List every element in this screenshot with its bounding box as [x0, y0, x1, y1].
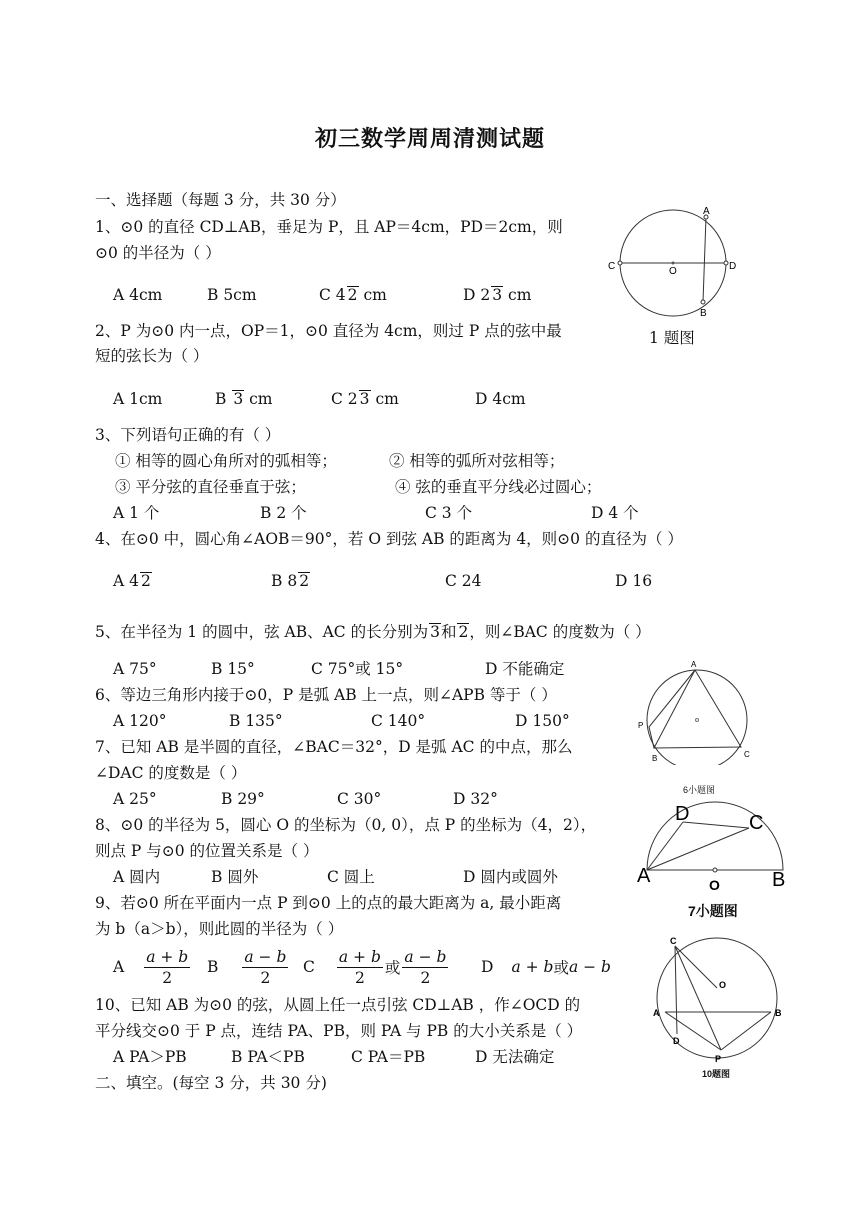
- fig7-label-c: C: [749, 812, 764, 834]
- q9-text-line2: 为 b（a＞b），则此圆的半径为（ ）: [95, 920, 344, 938]
- q3-option-b: B 2 个: [260, 504, 307, 522]
- fig10-label-c: C: [670, 936, 677, 946]
- fig10-label-o: O: [719, 980, 727, 990]
- fig6-label-c: C: [744, 750, 750, 759]
- q3-statement-2: ② 相等的弧所对弦相等；: [389, 452, 565, 470]
- q1-text-line1: 1、⊙0 的直径 CD⊥AB，垂足为 P，且 AP＝4cm，PD＝2cm，则: [95, 218, 563, 236]
- q8-option-a: A 圆内: [113, 868, 161, 886]
- q5-option-d: D 不能确定: [485, 660, 565, 678]
- q4-option-d: D 16: [615, 572, 653, 590]
- q10-option-a: A PA＞PB: [113, 1048, 187, 1066]
- figure-1-diagram: [600, 200, 750, 325]
- fig7-label-d: D: [675, 803, 690, 825]
- q5-text: 5、在半径为 1 的圆中，弦 AB、AC 的长分别为 3和 2，则∠BAC 的度数为（ ）: [95, 623, 651, 641]
- fig6-label-b: B: [652, 754, 658, 763]
- q10-option-c: C PA＝PB: [351, 1048, 426, 1066]
- q3-statement-4: ④ 弦的垂直平分线必过圆心；: [395, 478, 602, 496]
- fig10-label-d: D: [673, 1036, 680, 1046]
- fig7-label-a: A: [637, 865, 651, 887]
- q6-option-d: D 150°: [515, 712, 570, 730]
- q3-option-c: C 3 个: [425, 504, 473, 522]
- q7-option-d: D 32°: [453, 790, 498, 808]
- fig10-label-a: A: [653, 1008, 660, 1018]
- q2-option-b: B 3 cm: [215, 390, 273, 408]
- section-heading-choice: 一、选择题（每题 3 分，共 30 分）: [95, 191, 346, 209]
- fig6-label-p: P: [638, 721, 644, 730]
- q5-option-b: B 15°: [211, 660, 255, 678]
- q3-option-d: D 4 个: [591, 504, 639, 522]
- q3-statement-3: ③ 平分弦的直径垂直于弦；: [115, 478, 306, 496]
- q9-option-b: B $\frac{a - b}{2}$: [207, 947, 287, 987]
- q1-text-line2: ⊙0 的半径为（ ）: [95, 244, 221, 262]
- q1-option-a: A 4cm: [113, 286, 163, 304]
- q9-text-line1: 9、若⊙0 所在平面内一点 P 到⊙0 上的点的最大距离为 a, 最小距离: [95, 894, 562, 912]
- q6-text: 6、等边三角形内接于⊙0，P 是弧 AB 上一点，则∠APB 等于（ ）: [95, 686, 557, 704]
- fig1-label-b: B: [700, 308, 707, 319]
- q1-option-b: B 5cm: [207, 286, 257, 304]
- q9-option-a: A $\frac{a + b}{2}$: [113, 947, 189, 987]
- q4-text: 4、在⊙0 中，圆心角∠AOB＝90°，若 O 到弦 AB 的距离为 4，则⊙0 的直径为（ ）: [95, 530, 683, 548]
- q8-text-line1: 8、⊙0 的半径为 5，圆心 O 的坐标为（0, 0），点 P 的坐标为（4，2），: [95, 816, 597, 834]
- fig10-label-p: P: [715, 1054, 722, 1064]
- q1-option-d: D 2 3 cm: [463, 286, 532, 304]
- q9-fraction-b: $\frac{a - b}{2}$: [244, 947, 287, 987]
- page-title: 初三数学周周清测试题: [314, 126, 545, 152]
- section-heading-fill: 二、填空。(每空 3 分，共 30 分): [95, 1074, 327, 1092]
- fig10-label-b: B: [775, 1008, 782, 1018]
- q2-option-c: C 2 3 cm: [331, 390, 399, 408]
- q7-option-b: B 29°: [221, 790, 265, 808]
- q2-option-a: A 1cm: [113, 390, 163, 408]
- fig1-label-d: D: [729, 261, 737, 272]
- q4-option-b: B 8 2: [271, 572, 310, 590]
- q9-option-c: C $\frac{a + b}{2}$ 或 $\frac{a - b}{2}$: [303, 947, 447, 987]
- q4-option-c: C 24: [445, 572, 482, 590]
- figure-6-diagram: [630, 655, 765, 765]
- fig1-label-c: C: [608, 261, 616, 272]
- q4-option-a: A 4 2: [113, 572, 151, 590]
- q2-text-line1: 2、P 为⊙0 内一点，OP＝1，⊙0 直径为 4cm，则过 P 点的弦中最: [95, 322, 562, 340]
- fig1-label-a: A: [703, 206, 710, 217]
- q9-fraction-c2: $\frac{a - b}{2}$: [404, 947, 447, 987]
- q9-fraction-c1: $\frac{a + b}{2}$: [338, 947, 381, 987]
- q10-option-d: D 无法确定: [475, 1048, 555, 1066]
- q6-option-b: B 135°: [229, 712, 283, 730]
- q7-option-c: C 30°: [337, 790, 382, 808]
- q2-text-line2: 短的弦长为（ ）: [95, 347, 209, 365]
- q7-text-line1: 7、已知 AB 是半圆的直径，∠BAC＝32°，D 是弧 AC 的中点，那么: [95, 738, 573, 756]
- q8-option-d: D 圆内或圆外: [463, 868, 558, 886]
- q6-option-c: C 140°: [371, 712, 426, 730]
- q10-text-line2: 平分线交⊙0 于 P 点，连结 PA、PB，则 PA 与 PB 的大小关系是（ ）: [95, 1022, 583, 1040]
- q5-option-a: A 75°: [113, 660, 157, 678]
- q7-option-a: A 25°: [113, 790, 157, 808]
- q8-option-b: B 圆外: [211, 868, 259, 886]
- fig6-label-a: A: [691, 660, 697, 669]
- figure-10-diagram: [645, 930, 790, 1065]
- q10-option-b: B PA＜PB: [231, 1048, 305, 1066]
- figure-7-caption: 7小题图: [688, 903, 738, 919]
- fig1-label-o: O: [669, 266, 677, 277]
- q1-option-c: C 4 2 cm: [319, 286, 387, 304]
- q3-text: 3、下列语句正确的有（ ）: [95, 426, 281, 444]
- fig7-label-o: O: [709, 877, 720, 893]
- q3-option-a: A 1 个: [113, 504, 160, 522]
- figure-6-caption: 6小题图: [683, 785, 716, 795]
- q2-option-d: D 4cm: [475, 390, 526, 408]
- q7-text-line2: ∠DAC 的度数是（ ）: [95, 764, 247, 782]
- q10-text-line1: 10、已知 AB 为⊙0 的弦，从圆上任一点引弦 CD⊥AB ，作∠OCD 的: [95, 996, 581, 1014]
- q3-statement-1: ① 相等的圆心角所对的弧相等；: [115, 452, 337, 470]
- figure-7-diagram: [635, 800, 795, 895]
- q9-option-d: D a + b 或 a − b: [481, 958, 611, 977]
- q5-option-c: C 75°或 15°: [311, 660, 404, 678]
- figure-10-caption: 10题图: [702, 1069, 731, 1079]
- q6-option-a: A 120°: [113, 712, 167, 730]
- q9-fraction-a: $\frac{a + b}{2}$: [146, 947, 189, 987]
- fig7-label-b: B: [772, 869, 786, 891]
- figure-1-caption: 1 题图: [649, 329, 695, 347]
- q8-option-c: C 圆上: [327, 868, 375, 886]
- q8-text-line2: 则点 P 与⊙0 的位置关系是（ ）: [95, 842, 319, 860]
